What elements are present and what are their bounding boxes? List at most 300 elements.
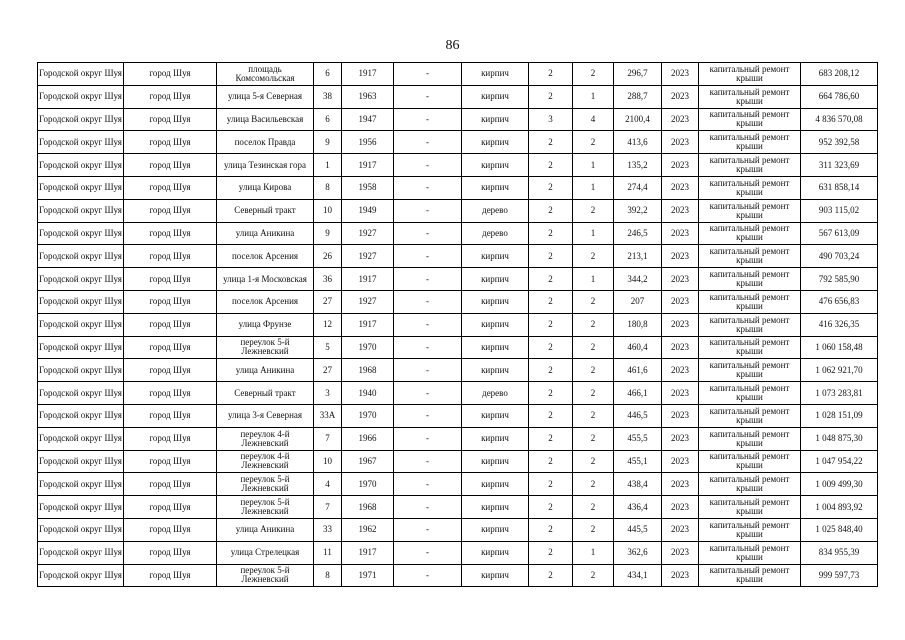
entrances-cell: 2 [573, 382, 614, 405]
city-cell: город Шуя [124, 473, 217, 496]
entrances-cell: 2 [573, 336, 614, 359]
cost-cell: 903 115,02 [801, 199, 878, 222]
house-number-cell: 3 [314, 382, 342, 405]
house-number-cell: 6 [314, 63, 342, 86]
page-number: 86 [445, 38, 460, 53]
floors-cell: 2 [529, 496, 573, 519]
district-cell: Городской округ Шуя [38, 245, 124, 268]
city-cell: город Шуя [124, 313, 217, 336]
wall-material-cell: кирпич [462, 131, 529, 154]
city-cell: город Шуя [124, 222, 217, 245]
floors-cell: 2 [529, 245, 573, 268]
entrances-cell: 2 [573, 290, 614, 313]
district-cell: Городской округ Шуя [38, 176, 124, 199]
street-cell: улица Аникина [217, 359, 314, 382]
floors-cell: 2 [529, 131, 573, 154]
entrances-cell: 1 [573, 176, 614, 199]
street-cell: Северный тракт [217, 199, 314, 222]
empty-dash-cell: - [394, 518, 462, 541]
entrances-cell: 2 [573, 63, 614, 86]
house-number-cell: 27 [314, 290, 342, 313]
house-number-cell: 11 [314, 541, 342, 564]
entrances-cell: 2 [573, 404, 614, 427]
build-year-cell: 1917 [342, 541, 394, 564]
city-cell: город Шуя [124, 336, 217, 359]
plan-year-cell: 2023 [662, 541, 699, 564]
cost-cell: 999 597,73 [801, 564, 878, 587]
build-year-cell: 1917 [342, 63, 394, 86]
floors-cell: 2 [529, 268, 573, 291]
house-number-cell: 1 [314, 154, 342, 177]
area-cell: 288,7 [614, 85, 662, 108]
work-type-cell: капитальный ремонт крыши [699, 199, 801, 222]
cost-cell: 1 025 848,40 [801, 518, 878, 541]
cost-cell: 1 009 499,30 [801, 473, 878, 496]
district-cell: Городской округ Шуя [38, 131, 124, 154]
area-cell: 246,5 [614, 222, 662, 245]
cost-cell: 4 836 570,08 [801, 108, 878, 131]
plan-year-cell: 2023 [662, 199, 699, 222]
work-type-cell: капитальный ремонт крыши [699, 427, 801, 450]
city-cell: город Шуя [124, 268, 217, 291]
area-cell: 438,4 [614, 473, 662, 496]
table-body [38, 63, 878, 587]
wall-material-cell: кирпич [462, 564, 529, 587]
district-cell: Городской округ Шуя [38, 450, 124, 473]
build-year-cell: 1917 [342, 154, 394, 177]
plan-year-cell: 2023 [662, 131, 699, 154]
table-row [38, 290, 878, 313]
build-year-cell: 1966 [342, 427, 394, 450]
wall-material-cell: кирпич [462, 63, 529, 86]
area-cell: 2100,4 [614, 108, 662, 131]
wall-material-cell: кирпич [462, 541, 529, 564]
cost-cell: 792 585,90 [801, 268, 878, 291]
wall-material-cell: кирпич [462, 518, 529, 541]
work-type-cell: капитальный ремонт крыши [699, 450, 801, 473]
table-row [38, 199, 878, 222]
city-cell: город Шуя [124, 496, 217, 519]
city-cell: город Шуя [124, 290, 217, 313]
district-cell: Городской округ Шуя [38, 473, 124, 496]
empty-dash-cell: - [394, 63, 462, 86]
street-cell: улица Кирова [217, 176, 314, 199]
cost-cell: 631 858,14 [801, 176, 878, 199]
work-type-cell: капитальный ремонт крыши [699, 131, 801, 154]
work-type-cell: капитальный ремонт крыши [699, 176, 801, 199]
entrances-cell: 2 [573, 427, 614, 450]
table-row [38, 245, 878, 268]
district-cell: Городской округ Шуя [38, 541, 124, 564]
district-cell: Городской округ Шуя [38, 154, 124, 177]
plan-year-cell: 2023 [662, 268, 699, 291]
street-cell: улица Васильевская [217, 108, 314, 131]
empty-dash-cell: - [394, 359, 462, 382]
entrances-cell: 2 [573, 359, 614, 382]
work-type-cell: капитальный ремонт крыши [699, 245, 801, 268]
build-year-cell: 1971 [342, 564, 394, 587]
floors-cell: 2 [529, 63, 573, 86]
table-row [38, 564, 878, 587]
street-cell: переулок 5-й Лежневский [217, 473, 314, 496]
wall-material-cell: кирпич [462, 336, 529, 359]
table-row [38, 518, 878, 541]
house-number-cell: 12 [314, 313, 342, 336]
entrances-cell: 1 [573, 85, 614, 108]
work-type-cell: капитальный ремонт крыши [699, 564, 801, 587]
empty-dash-cell: - [394, 154, 462, 177]
empty-dash-cell: - [394, 268, 462, 291]
build-year-cell: 1968 [342, 359, 394, 382]
plan-year-cell: 2023 [662, 176, 699, 199]
street-cell: улица Аникина [217, 222, 314, 245]
city-cell: город Шуя [124, 359, 217, 382]
district-cell: Городской округ Шуя [38, 427, 124, 450]
entrances-cell: 2 [573, 518, 614, 541]
street-cell: переулок 4-й Лежневский [217, 427, 314, 450]
street-cell: поселок Арсения [217, 245, 314, 268]
entrances-cell: 2 [573, 313, 614, 336]
area-cell: 460,4 [614, 336, 662, 359]
table-row [38, 450, 878, 473]
plan-year-cell: 2023 [662, 108, 699, 131]
table-row [38, 473, 878, 496]
table-row [38, 176, 878, 199]
street-cell: улица 3-я Северная [217, 404, 314, 427]
empty-dash-cell: - [394, 496, 462, 519]
plan-year-cell: 2023 [662, 313, 699, 336]
area-cell: 434,1 [614, 564, 662, 587]
house-number-cell: 9 [314, 222, 342, 245]
wall-material-cell: дерево [462, 222, 529, 245]
cost-cell: 1 047 954,22 [801, 450, 878, 473]
entrances-cell: 1 [573, 154, 614, 177]
floors-cell: 2 [529, 313, 573, 336]
plan-year-cell: 2023 [662, 564, 699, 587]
area-cell: 461,6 [614, 359, 662, 382]
area-cell: 392,2 [614, 199, 662, 222]
city-cell: город Шуя [124, 541, 217, 564]
city-cell: город Шуя [124, 382, 217, 405]
city-cell: город Шуя [124, 131, 217, 154]
empty-dash-cell: - [394, 85, 462, 108]
entrances-cell: 2 [573, 473, 614, 496]
plan-year-cell: 2023 [662, 336, 699, 359]
city-cell: город Шуя [124, 154, 217, 177]
district-cell: Городской округ Шуя [38, 85, 124, 108]
wall-material-cell: дерево [462, 199, 529, 222]
cost-cell: 311 323,69 [801, 154, 878, 177]
build-year-cell: 1949 [342, 199, 394, 222]
plan-year-cell: 2023 [662, 154, 699, 177]
plan-year-cell: 2023 [662, 63, 699, 86]
city-cell: город Шуя [124, 176, 217, 199]
city-cell: город Шуя [124, 199, 217, 222]
cost-cell: 1 048 875,30 [801, 427, 878, 450]
district-cell: Городской округ Шуя [38, 199, 124, 222]
work-type-cell: капитальный ремонт крыши [699, 382, 801, 405]
area-cell: 213,1 [614, 245, 662, 268]
street-cell: улица Тезинская гора [217, 154, 314, 177]
district-cell: Городской округ Шуя [38, 222, 124, 245]
plan-year-cell: 2023 [662, 382, 699, 405]
wall-material-cell: кирпич [462, 496, 529, 519]
district-cell: Городской округ Шуя [38, 313, 124, 336]
house-number-cell: 6 [314, 108, 342, 131]
city-cell: город Шуя [124, 108, 217, 131]
city-cell: город Шуя [124, 450, 217, 473]
empty-dash-cell: - [394, 290, 462, 313]
street-cell: улица Стрелецкая [217, 541, 314, 564]
house-number-cell: 36 [314, 268, 342, 291]
area-cell: 445,5 [614, 518, 662, 541]
table-row [38, 85, 878, 108]
floors-cell: 2 [529, 404, 573, 427]
house-number-cell: 4 [314, 473, 342, 496]
area-cell: 436,4 [614, 496, 662, 519]
table-row [38, 404, 878, 427]
plan-year-cell: 2023 [662, 404, 699, 427]
floors-cell: 2 [529, 473, 573, 496]
district-cell: Городской округ Шуя [38, 518, 124, 541]
cost-cell: 664 786,60 [801, 85, 878, 108]
empty-dash-cell: - [394, 427, 462, 450]
table-row [38, 382, 878, 405]
build-year-cell: 1927 [342, 245, 394, 268]
area-cell: 296,7 [614, 63, 662, 86]
cost-cell: 567 613,09 [801, 222, 878, 245]
build-year-cell: 1947 [342, 108, 394, 131]
table-row [38, 222, 878, 245]
empty-dash-cell: - [394, 382, 462, 405]
build-year-cell: 1956 [342, 131, 394, 154]
table-row [38, 359, 878, 382]
build-year-cell: 1967 [342, 450, 394, 473]
cost-cell: 1 004 893,92 [801, 496, 878, 519]
floors-cell: 2 [529, 176, 573, 199]
table-row [38, 496, 878, 519]
city-cell: город Шуя [124, 85, 217, 108]
cost-cell: 1 073 283,81 [801, 382, 878, 405]
plan-year-cell: 2023 [662, 222, 699, 245]
wall-material-cell: кирпич [462, 85, 529, 108]
house-number-cell: 9 [314, 131, 342, 154]
street-cell: улица Фрунзе [217, 313, 314, 336]
empty-dash-cell: - [394, 131, 462, 154]
house-number-cell: 33А [314, 404, 342, 427]
entrances-cell: 1 [573, 268, 614, 291]
plan-year-cell: 2023 [662, 496, 699, 519]
cost-cell: 1 060 158,48 [801, 336, 878, 359]
street-cell: переулок 5-й Лежневский [217, 564, 314, 587]
floors-cell: 2 [529, 427, 573, 450]
district-cell: Городской округ Шуя [38, 108, 124, 131]
entrances-cell: 2 [573, 131, 614, 154]
table-row [38, 154, 878, 177]
street-cell: переулок 5-й Лежневский [217, 496, 314, 519]
house-number-cell: 10 [314, 199, 342, 222]
table-row [38, 336, 878, 359]
area-cell: 135,2 [614, 154, 662, 177]
plan-year-cell: 2023 [662, 245, 699, 268]
cost-cell: 1 062 921,70 [801, 359, 878, 382]
table-row [38, 131, 878, 154]
table-row [38, 108, 878, 131]
area-cell: 455,5 [614, 427, 662, 450]
house-number-cell: 5 [314, 336, 342, 359]
cost-cell: 683 208,12 [801, 63, 878, 86]
empty-dash-cell: - [394, 473, 462, 496]
work-type-cell: капитальный ремонт крыши [699, 541, 801, 564]
entrances-cell: 4 [573, 108, 614, 131]
area-cell: 446,5 [614, 404, 662, 427]
plan-year-cell: 2023 [662, 518, 699, 541]
entrances-cell: 2 [573, 199, 614, 222]
floors-cell: 2 [529, 199, 573, 222]
empty-dash-cell: - [394, 199, 462, 222]
work-type-cell: капитальный ремонт крыши [699, 222, 801, 245]
area-cell: 344,2 [614, 268, 662, 291]
floors-cell: 2 [529, 518, 573, 541]
build-year-cell: 1940 [342, 382, 394, 405]
plan-year-cell: 2023 [662, 359, 699, 382]
empty-dash-cell: - [394, 245, 462, 268]
work-type-cell: капитальный ремонт крыши [699, 290, 801, 313]
plan-year-cell: 2023 [662, 450, 699, 473]
area-cell: 413,6 [614, 131, 662, 154]
house-number-cell: 27 [314, 359, 342, 382]
floors-cell: 2 [529, 382, 573, 405]
street-cell: поселок Арсения [217, 290, 314, 313]
house-number-cell: 33 [314, 518, 342, 541]
wall-material-cell: кирпич [462, 359, 529, 382]
district-cell: Городской округ Шуя [38, 290, 124, 313]
work-type-cell: капитальный ремонт крыши [699, 313, 801, 336]
empty-dash-cell: - [394, 541, 462, 564]
street-cell: площадь Комсомольская [217, 63, 314, 86]
district-cell: Городской округ Шуя [38, 404, 124, 427]
wall-material-cell: кирпич [462, 290, 529, 313]
wall-material-cell: кирпич [462, 404, 529, 427]
work-type-cell: капитальный ремонт крыши [699, 404, 801, 427]
house-number-cell: 7 [314, 427, 342, 450]
area-cell: 207 [614, 290, 662, 313]
empty-dash-cell: - [394, 564, 462, 587]
area-cell: 455,1 [614, 450, 662, 473]
floors-cell: 2 [529, 564, 573, 587]
floors-cell: 2 [529, 154, 573, 177]
work-type-cell: капитальный ремонт крыши [699, 496, 801, 519]
street-cell: Северный тракт [217, 382, 314, 405]
empty-dash-cell: - [394, 313, 462, 336]
cost-cell: 490 703,24 [801, 245, 878, 268]
work-type-cell: капитальный ремонт крыши [699, 108, 801, 131]
table-row [38, 268, 878, 291]
plan-year-cell: 2023 [662, 290, 699, 313]
floors-cell: 2 [529, 85, 573, 108]
build-year-cell: 1963 [342, 85, 394, 108]
street-cell: улица 1-я Московская [217, 268, 314, 291]
district-cell: Городской округ Шуя [38, 359, 124, 382]
floors-cell: 2 [529, 450, 573, 473]
plan-year-cell: 2023 [662, 473, 699, 496]
area-cell: 466,1 [614, 382, 662, 405]
street-cell: переулок 5-й Лежневский [217, 336, 314, 359]
cost-cell: 1 028 151,09 [801, 404, 878, 427]
wall-material-cell: кирпич [462, 313, 529, 336]
table-row [38, 541, 878, 564]
entrances-cell: 1 [573, 541, 614, 564]
cost-cell: 834 955,39 [801, 541, 878, 564]
street-cell: улица Аникина [217, 518, 314, 541]
house-number-cell: 10 [314, 450, 342, 473]
empty-dash-cell: - [394, 450, 462, 473]
build-year-cell: 1970 [342, 336, 394, 359]
entrances-cell: 2 [573, 496, 614, 519]
work-type-cell: капитальный ремонт крыши [699, 473, 801, 496]
city-cell: город Шуя [124, 564, 217, 587]
empty-dash-cell: - [394, 108, 462, 131]
district-cell: Городской округ Шуя [38, 382, 124, 405]
house-number-cell: 26 [314, 245, 342, 268]
build-year-cell: 1927 [342, 222, 394, 245]
wall-material-cell: кирпич [462, 154, 529, 177]
floors-cell: 2 [529, 336, 573, 359]
empty-dash-cell: - [394, 176, 462, 199]
entrances-cell: 1 [573, 222, 614, 245]
build-year-cell: 1962 [342, 518, 394, 541]
city-cell: город Шуя [124, 518, 217, 541]
wall-material-cell: кирпич [462, 450, 529, 473]
district-cell: Городской округ Шуя [38, 564, 124, 587]
wall-material-cell: кирпич [462, 176, 529, 199]
city-cell: город Шуя [124, 427, 217, 450]
build-year-cell: 1917 [342, 313, 394, 336]
plan-year-cell: 2023 [662, 427, 699, 450]
work-type-cell: капитальный ремонт крыши [699, 268, 801, 291]
cost-cell: 476 656,83 [801, 290, 878, 313]
empty-dash-cell: - [394, 404, 462, 427]
table-row [38, 63, 878, 86]
build-year-cell: 1958 [342, 176, 394, 199]
work-type-cell: капитальный ремонт крыши [699, 518, 801, 541]
table-row [38, 427, 878, 450]
plan-year-cell: 2023 [662, 85, 699, 108]
entrances-cell: 2 [573, 245, 614, 268]
build-year-cell: 1917 [342, 268, 394, 291]
entrances-cell: 2 [573, 564, 614, 587]
floors-cell: 2 [529, 290, 573, 313]
cost-cell: 416 326,35 [801, 313, 878, 336]
empty-dash-cell: - [394, 336, 462, 359]
district-cell: Городской округ Шуя [38, 496, 124, 519]
district-cell: Городской округ Шуя [38, 268, 124, 291]
build-year-cell: 1927 [342, 290, 394, 313]
housing-repair-table [37, 62, 878, 587]
work-type-cell: капитальный ремонт крыши [699, 154, 801, 177]
work-type-cell: капитальный ремонт крыши [699, 336, 801, 359]
build-year-cell: 1970 [342, 473, 394, 496]
wall-material-cell: кирпич [462, 108, 529, 131]
floors-cell: 2 [529, 359, 573, 382]
wall-material-cell: кирпич [462, 427, 529, 450]
street-cell: переулок 4-й Лежневский [217, 450, 314, 473]
floors-cell: 3 [529, 108, 573, 131]
work-type-cell: капитальный ремонт крыши [699, 85, 801, 108]
house-number-cell: 7 [314, 496, 342, 519]
build-year-cell: 1968 [342, 496, 394, 519]
work-type-cell: капитальный ремонт крыши [699, 63, 801, 86]
